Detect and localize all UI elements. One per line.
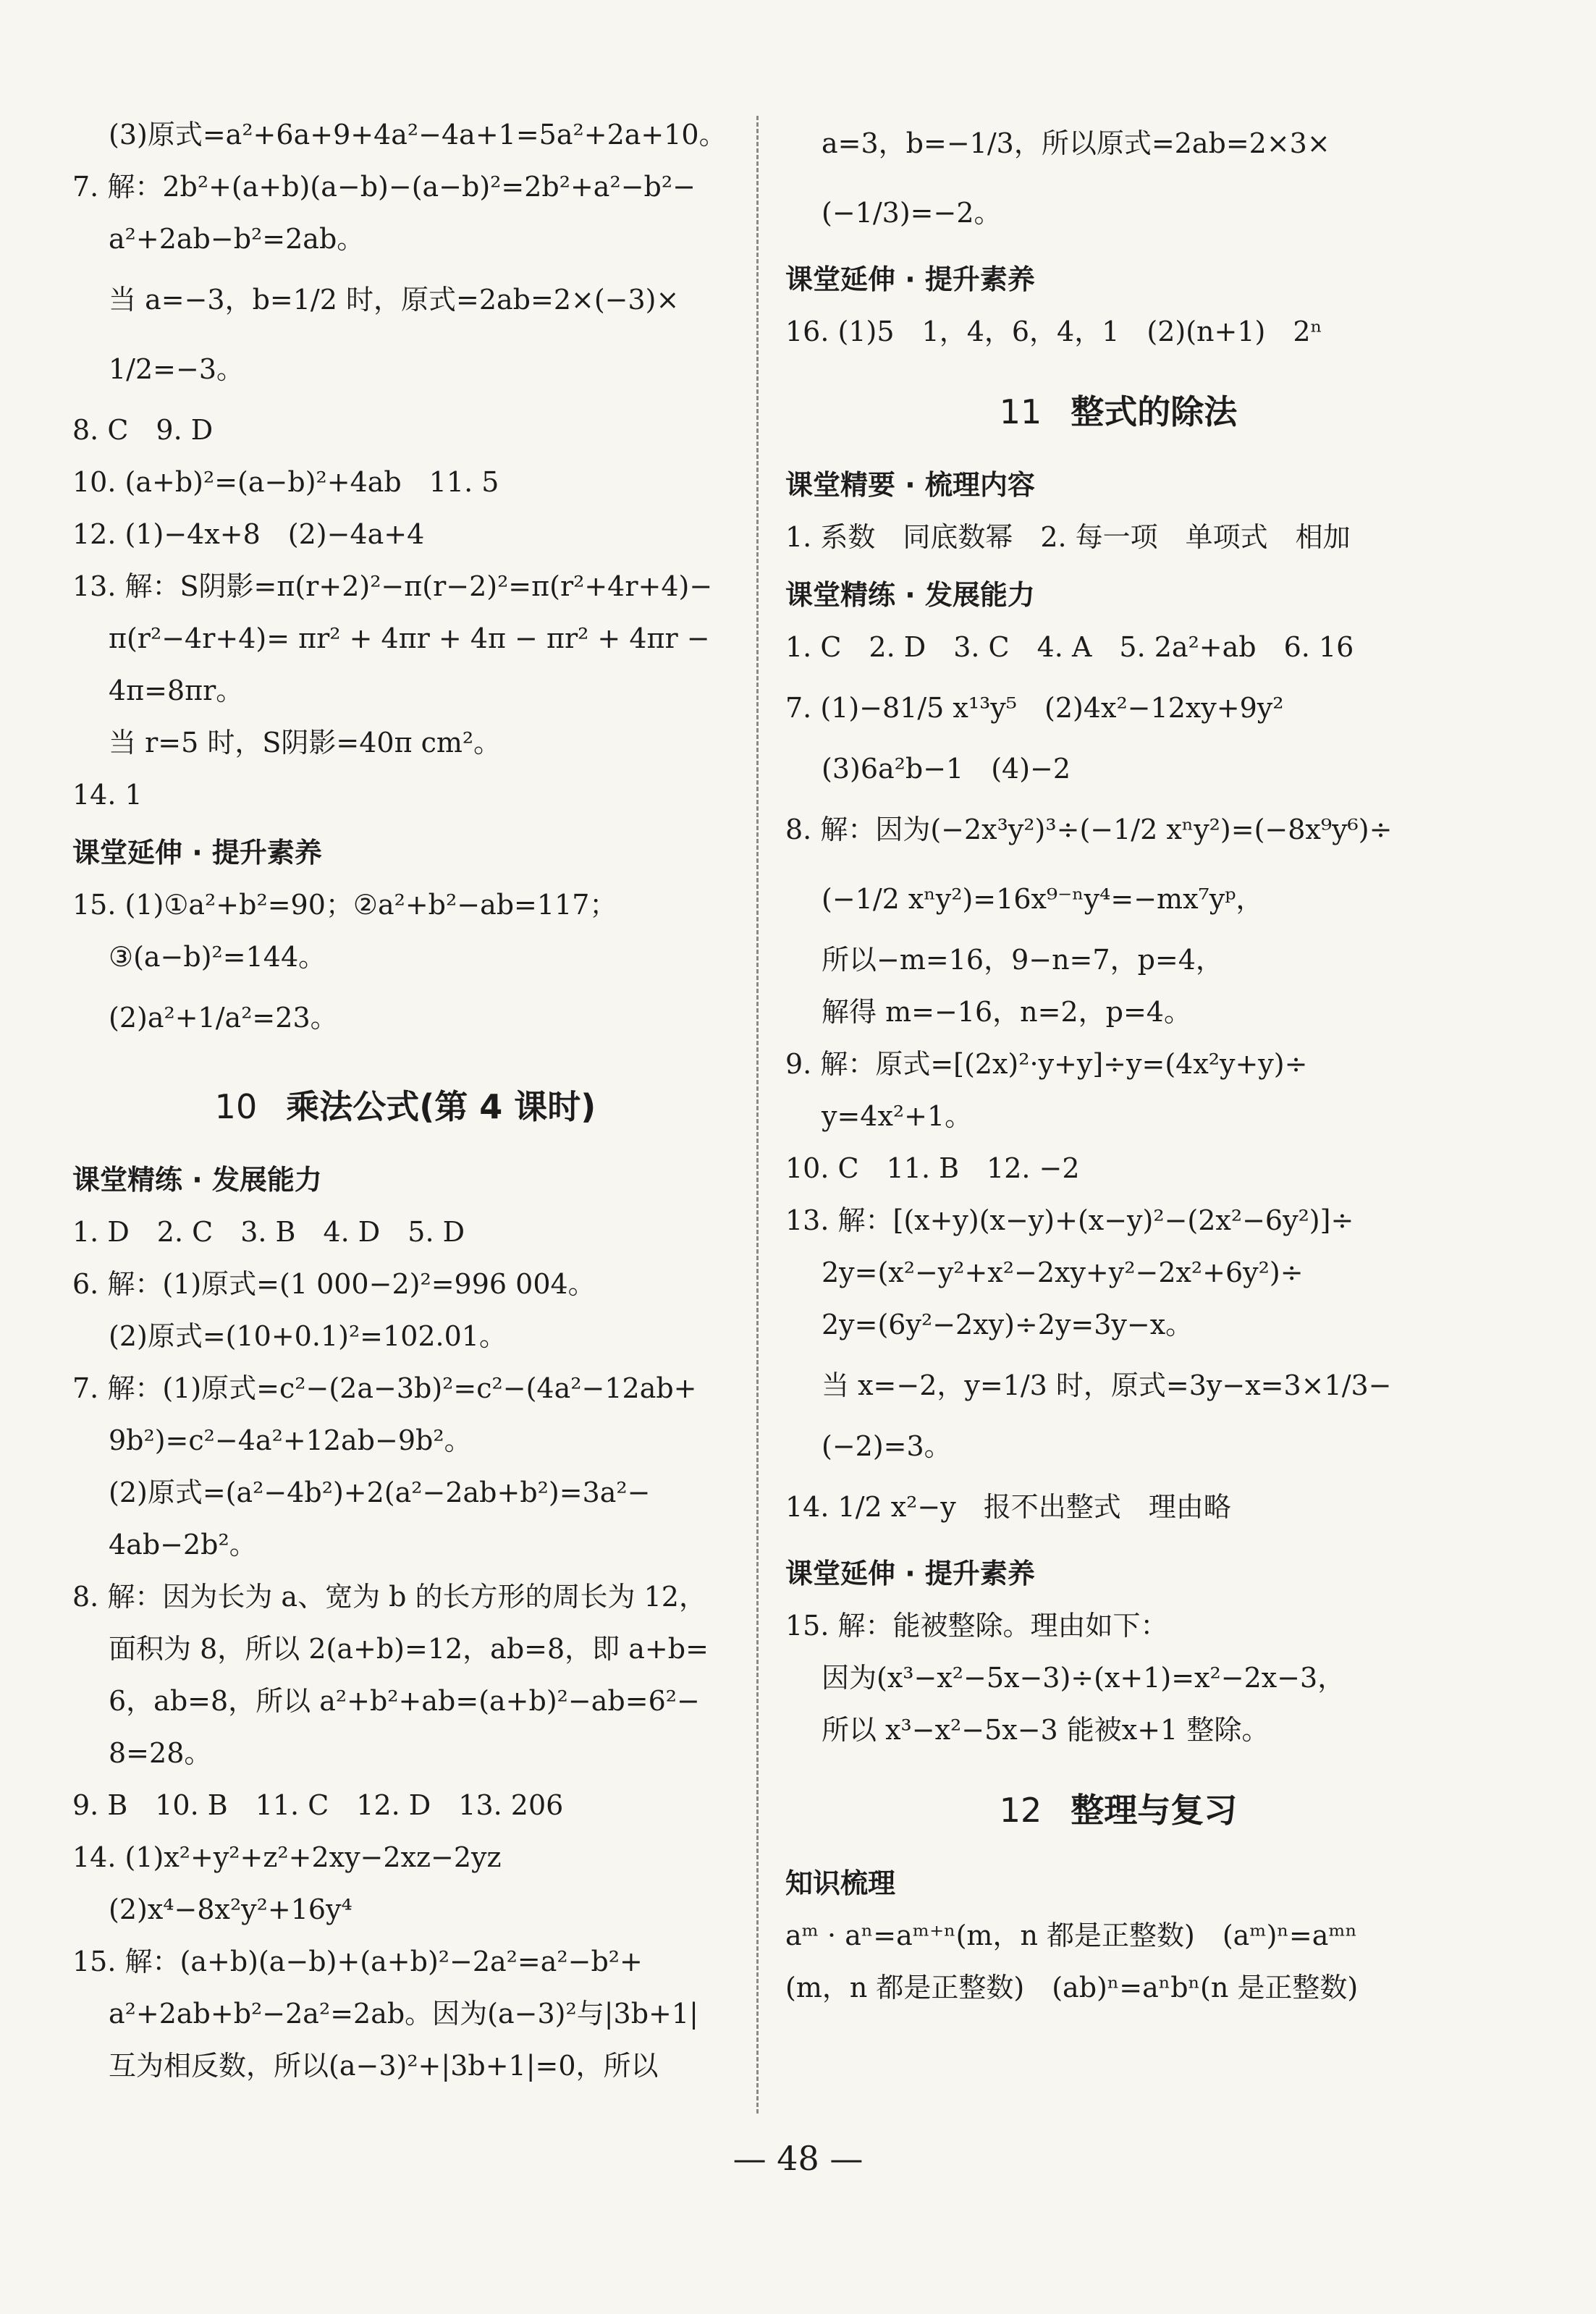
answer-line: 9. 解：原式=[(2x)²·y+y]÷y=(4x²y+y)÷ xyxy=(785,1048,1308,1080)
answer-line: 14. (1)x²+y²+z²+2xy−2xz−2yz xyxy=(72,1841,502,1873)
answer-line: (2)原式=(10+0.1)²=102.01。 xyxy=(109,1320,507,1352)
chapter-number: 10 xyxy=(214,1087,258,1126)
answer-line: 15. 解：能被整除。理由如下： xyxy=(785,1610,1168,1642)
answer-line: 9b²)=c²−4a²+12ab−9b²。 xyxy=(109,1424,472,1456)
chapter-title-11 xyxy=(785,379,1451,444)
answer-line: 解得 m=−16，n=2，p=4。 xyxy=(822,996,1191,1028)
page-number: — 48 — xyxy=(732,2139,864,2178)
answer-line: 10. C 11. B 12. −2 xyxy=(785,1152,1080,1184)
answer-line: 面积为 8，所以 2(a+b)=12，ab=8，即 a+b= xyxy=(109,1633,709,1665)
section-heading: 课堂精练 · 发展能力 xyxy=(72,1164,322,1196)
answer-line: (3)原式=a²+6a+9+4a²−4a+1=5a²+2a+10。 xyxy=(109,119,727,151)
answer-line: 1/2=−3。 xyxy=(109,353,245,385)
answer-line: y=4x²+1。 xyxy=(822,1100,973,1132)
answer-line: 14. 1 xyxy=(72,779,143,811)
chapter-name: 乘法公式(第 4 课时) xyxy=(286,1087,596,1126)
answer-line: 所以 x³−x²−5x−3 能被x+1 整除。 xyxy=(822,1714,1270,1746)
section-heading: 课堂延伸 · 提升素养 xyxy=(72,837,322,869)
answer-line: (−1/3)=−2。 xyxy=(822,197,1002,229)
answer-line: aᵐ · aⁿ=aᵐ⁺ⁿ(m，n 都是正整数) (aᵐ)ⁿ=aᵐⁿ xyxy=(785,1920,1358,1951)
answer-line: a²+2ab+b²−2a²=2ab。因为(a−3)²与|3b+1| xyxy=(109,1998,698,2030)
answer-line: 8. 解：因为长为 a、宽为 b 的长方形的周长为 12， xyxy=(72,1581,706,1613)
answer-line: 1. C 2. D 3. C 4. A 5. 2a²+ab 6. 16 xyxy=(785,631,1354,663)
answer-line: 当 r=5 时，S阴影=40π cm²。 xyxy=(109,727,502,759)
answer-line: 4π=8πr。 xyxy=(109,675,244,706)
chapter-title-10 xyxy=(72,1074,738,1139)
answer-line: 6. 解：(1)原式=(1 000−2)²=996 004。 xyxy=(72,1268,596,1300)
right-column xyxy=(785,109,1451,2014)
answer-line: (3)6a²b−1 (4)−2 xyxy=(822,753,1071,785)
answer-line: 6，ab=8，所以 a²+b²+ab=(a+b)²−ab=6²− xyxy=(109,1685,700,1717)
answer-line: (2)x⁴−8x²y²+16y⁴ xyxy=(109,1893,352,1925)
answer-line: 8. 解：因为(−2x³y²)³÷(−1/2 xⁿy²)=(−8x⁹y⁶)÷ xyxy=(785,814,1393,845)
answer-line: 7. (1)−81/5 x¹³y⁵ (2)4x²−12xy+9y² xyxy=(785,692,1284,724)
answer-line: 8=28。 xyxy=(109,1737,212,1769)
answer-line: 当 a=−3，b=1/2 时，原式=2ab=2×(−3)× xyxy=(109,284,680,316)
answer-line: 7. 解：(1)原式=c²−(2a−3b)²=c²−(4a²−12ab+ xyxy=(72,1372,697,1404)
chapter-name: 整理与复习 xyxy=(1071,1791,1238,1830)
answer-line: 当 x=−2，y=1/3 时，原式=3y−x=3×1/3− xyxy=(822,1369,1392,1401)
answer-line: 15. (1)①a²+b²=90；②a²+b²−ab=117； xyxy=(72,889,617,921)
answer-line: 互为相反数，所以(a−3)²+|3b+1|=0，所以 xyxy=(109,2050,659,2082)
answer-line: 所以−m=16，9−n=7，p=4， xyxy=(822,944,1223,976)
answer-line: (−1/2 xⁿy²)=16x⁹⁻ⁿy⁴=−mx⁷yᵖ， xyxy=(822,883,1264,915)
answer-line: 7. 解：2b²+(a+b)(a−b)−(a−b)²=2b²+a²−b²− xyxy=(72,171,696,203)
answer-line: (−2)=3。 xyxy=(822,1430,952,1462)
answer-line: 2y=(x²−y²+x²−2xy+y²−2x²+6y²)÷ xyxy=(822,1257,1304,1288)
section-heading: 知识梳理 xyxy=(785,1867,896,1899)
answer-line: 12. (1)−4x+8 (2)−4a+4 xyxy=(72,518,425,550)
answer-line: 15. 解：(a+b)(a−b)+(a+b)²−2a²=a²−b²+ xyxy=(72,1946,643,1977)
left-column xyxy=(72,109,738,2092)
section-heading: 课堂精练 · 发展能力 xyxy=(785,579,1035,611)
answer-line: 16. (1)5 1，4，6，4，1 (2)(n+1) 2ⁿ xyxy=(785,316,1322,347)
answer-line: 1. D 2. C 3. B 4. D 5. D xyxy=(72,1216,465,1248)
answer-line: 10. (a+b)²=(a−b)²+4ab 11. 5 xyxy=(72,466,499,498)
section-heading: 课堂精要 · 梳理内容 xyxy=(785,469,1035,501)
chapter-number: 12 xyxy=(999,1791,1042,1830)
answer-line: 8. C 9. D xyxy=(72,414,214,446)
answer-line: (m，n 都是正整数) (ab)ⁿ=aⁿbⁿ(n 是正整数) xyxy=(785,1972,1359,2003)
chapter-title-12 xyxy=(785,1778,1451,1843)
answer-line: 13. 解：[(x+y)(x−y)+(x−y)²−(2x²−6y²)]÷ xyxy=(785,1204,1354,1236)
chapter-name: 整式的除法 xyxy=(1071,392,1238,431)
answer-line: 4ab−2b²。 xyxy=(109,1529,257,1561)
column-divider xyxy=(756,116,759,2114)
answer-line: ③(a−b)²=144。 xyxy=(109,941,326,973)
answer-line: 因为(x³−x²−5x−3)÷(x+1)=x²−2x−3， xyxy=(822,1662,1346,1694)
answer-line: π(r²−4r+4)= πr² + 4πr + 4π − πr² + 4πr − xyxy=(109,622,710,654)
section-heading: 课堂延伸 · 提升素养 xyxy=(785,263,1035,295)
answer-line: 9. B 10. B 11. C 12. D 13. 206 xyxy=(72,1789,564,1821)
chapter-number: 11 xyxy=(999,392,1042,431)
answer-line: 13. 解：S阴影=π(r+2)²−π(r−2)²=π(r²+4r+4)− xyxy=(72,570,713,602)
answer-line: 1. 系数 同底数幂 2. 每一项 单项式 相加 xyxy=(785,521,1351,553)
answer-line: a=3，b=−1/3，所以原式=2ab=2×3× xyxy=(822,127,1330,159)
section-heading: 课堂延伸 · 提升素养 xyxy=(785,1558,1035,1589)
answer-line: 2y=(6y²−2xy)÷2y=3y−x。 xyxy=(822,1309,1194,1340)
answer-line: a²+2ab−b²=2ab。 xyxy=(109,223,365,255)
answer-line: 14. 1/2 x²−y 报不出整式 理由略 xyxy=(785,1491,1231,1523)
answer-line: (2)原式=(a²−4b²)+2(a²−2ab+b²)=3a²− xyxy=(109,1477,651,1508)
answer-line: (2)a²+1/a²=23。 xyxy=(109,1002,338,1034)
